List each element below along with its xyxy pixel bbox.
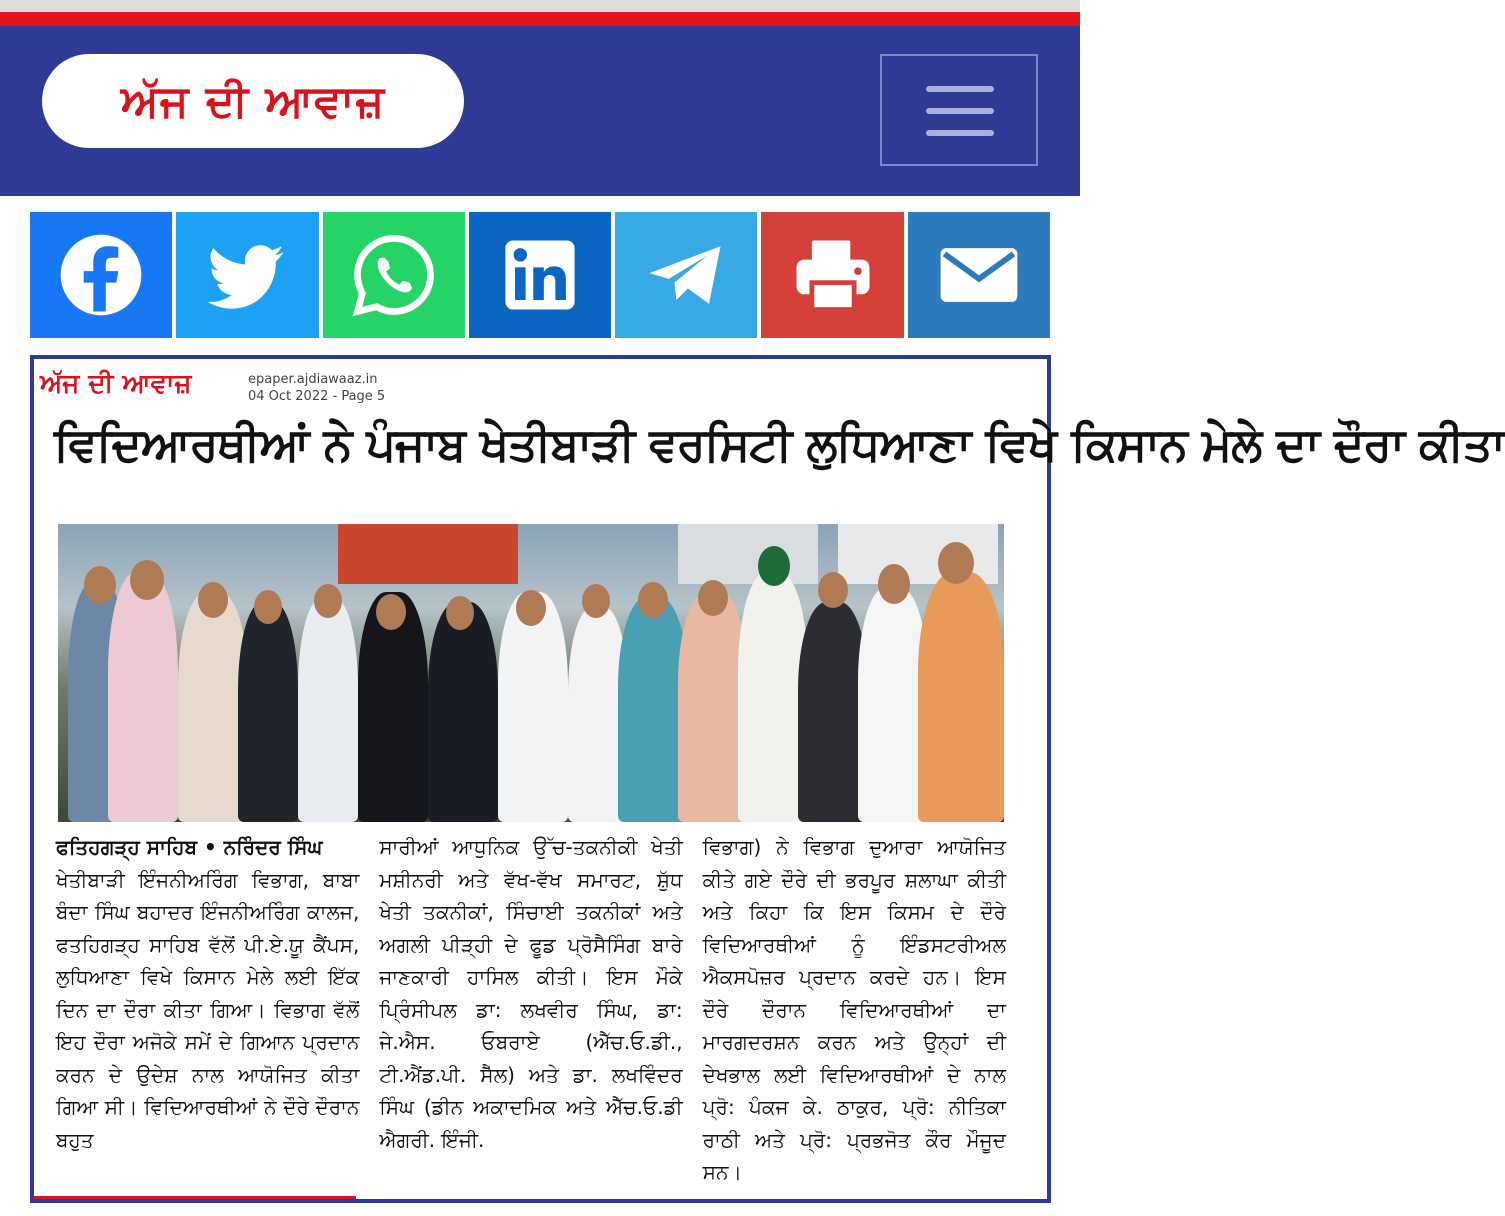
share-facebook-button[interactable] xyxy=(30,212,172,338)
telegram-icon xyxy=(638,227,734,323)
photo-person xyxy=(428,602,498,822)
brand-red-line xyxy=(0,12,1080,26)
clipping-logo xyxy=(40,369,191,400)
photo-person-head xyxy=(376,594,406,630)
hamburger-icon-bar xyxy=(926,108,994,114)
clipping-headline: ਵਿਦਿਆਰਥੀਆਂ ਨੇ ਪੰਜਾਬ ਖੇਤੀਬਾੜੀ ਵਰਸਿਟੀ ਲੁਧਿਆਣਾ ਵਿਖੇ ਕਿਸਾਨ ਮੇਲੇ ਦਾ ਦੌਰਾ ਕੀਤਾ xyxy=(54,417,1505,471)
article-text-col1: ਖੇਤੀਬਾੜੀ ਇੰਜਨੀਅਰਿੰਗ ਵਿਭਾਗ, ਬਾਬਾ ਬੰਦਾ ਸਿੰਘ ਬਹਾਦਰ ਇੰਜਨੀਅਰਿੰਗ ਕਾਲਜ, ਫਤਹਿਗੜ੍ਹ ਸਾਹਿਬ ਵੱਲੋਂ ਪੀ.ਏ.ਯੂ ਕੈਂਪਸ, ਲੁਧਿਆਣਾ ਵਿਖੇ ਕਿਸਾਨ ਮੇਲੇ ਲਈ ਇੱਕ ਦਿਨ ਦਾ ਦੌਰਾ ਕੀਤਾ ਗਿਆ। ਵਿਭਾਗ ਵੱਲੋਂ ਇਹ ਦੌਰਾ ਅਜੋਕੇ ਸਮੇਂ ਦੇ ਗਿਆਨ ਪ੍ਰਦਾਨ ਕਰਨ ਦੇ ਉਦੇਸ਼ ਨਾਲ ਆਯੋਜਿਤ ਕੀਤਾ ਗਿਆ ਸੀ। ਵਿਦਿਆਰਥੀਆਂ ਨੇ ਦੌਰੇ ਦੌਰਾਨ ਬਹੁਤ xyxy=(56,867,360,1152)
photo-tent xyxy=(338,524,518,584)
printer-icon xyxy=(785,227,881,323)
article-column-2 xyxy=(379,831,682,1191)
share-whatsapp-button[interactable] xyxy=(323,212,465,338)
photo-person-head xyxy=(254,590,282,624)
status-strip xyxy=(0,0,1080,12)
linkedin-icon xyxy=(492,227,588,323)
share-email-button[interactable] xyxy=(908,212,1050,338)
mail-icon xyxy=(931,227,1027,323)
photo-person-head xyxy=(446,596,474,630)
share-telegram-button[interactable] xyxy=(615,212,757,338)
site-logo-text: ਅੱਜ ਦੀ ਆਵਾਜ਼ xyxy=(120,75,386,127)
article-text-col3: ਵਿਭਾਗ) ਨੇ ਵਿਭਾਗ ਦੁਆਰਾ ਆਯੋਜਿਤ ਕੀਤੇ ਗਏ ਦੌਰੇ ਦੀ ਭਰਪੂਰ ਸ਼ਲਾਘਾ ਕੀਤੀ ਅਤੇ ਕਿਹਾ ਕਿ ਇਸ ਕਿਸਮ ਦੇ ਦੌਰੇ ਵਿਦਿਆਰਥੀਆਂ ਨੂੰ ਇੰਡਸਟਰੀਅਲ ਐਕਸਪੋਜ਼ਰ ਪ੍ਰਦਾਨ ਕਰਦੇ ਹਨ। ਇਸ ਦੌਰੇ ਦੌਰਾਨ ਵਿਦਿਆਰਥੀਆਂ ਦਾ ਮਾਰਗਦਰਸ਼ਨ ਕਰਨ ਅਤੇ ਉਨ੍ਹਾਂ ਦੀ ਦੇਖਭਾਲ ਲਈ ਵਿਦਿਆਰਥੀਆਂ ਦੇ ਨਾਲ ਪ੍ਰੋ: ਪੰਕਜ ਕੇ. ਠਾਕੁਰ, ਪ੍ਰੋ: ਨੀਤਿਕਾ ਰਾਠੀ ਅਤੇ ਪ੍ਰੋ: ਪ੍ਰਭਜੋਤ ਕੌਰ ਮੌਜੂਦ ਸਨ। xyxy=(702,835,1006,1184)
share-print-button[interactable] xyxy=(761,212,903,338)
photo-person xyxy=(918,572,1004,822)
clipping-source: epaper.ajdiawaaz.in xyxy=(248,372,378,387)
article-column-3 xyxy=(703,831,1006,1191)
article-column-1 xyxy=(56,831,359,1191)
photo-person-head xyxy=(516,590,546,626)
clipping-meta xyxy=(248,371,385,405)
article-byline: ਫਤਿਹਗੜ੍ਹ ਸਾਹਿਬ • ਨਰਿੰਦਰ ਸਿੰਘ xyxy=(56,835,323,859)
photo-person-head xyxy=(84,566,116,604)
group-photo xyxy=(58,524,1004,822)
facebook-icon xyxy=(53,227,149,323)
twitter-icon xyxy=(199,227,295,323)
photo-person-head xyxy=(638,582,668,618)
photo-person-head xyxy=(582,584,610,618)
whatsapp-icon xyxy=(346,227,442,323)
photo-person-head xyxy=(198,582,228,618)
photo-tent xyxy=(678,524,818,584)
article-text-col2: ਸਾਰੀਆਂ ਆਧੁਨਿਕ ਉੱਚ-ਤਕਨੀਕੀ ਖੇਤੀ ਮਸ਼ੀਨਰੀ ਅਤੇ ਵੱਖ-ਵੱਖ ਸਮਾਰਟ, ਸ਼ੁੱਧ ਖੇਤੀ ਤਕਨੀਕਾਂ, ਸਿੰਚਾਈ ਤਕਨੀਕਾਂ ਅਤੇ ਅਗਲੀ ਪੀੜ੍ਹੀ ਦੇ ਫੂਡ ਪ੍ਰੋਸੈਸਿੰਗ ਬਾਰੇ ਜਾਣਕਾਰੀ ਹਾਸਿਲ ਕੀਤੀ। ਇਸ ਮੌਕੇ ਪ੍ਰਿੰਸੀਪਲ ਡਾ: ਲਖਵੀਰ ਸਿੰਘ, ਡਾ: ਜੇ.ਐਸ. ਓਬਰਾਏ (ਐੱਚ.ਓ.ਡੀ., ਟੀ.ਐਂਡ.ਪੀ. ਸੈੱਲ) ਅਤੇ ਡਾ. ਲਖਵਿੰਦਰ ਸਿੰਘ (ਡੀਨ ਅਕਾਦਮਿਕ ਅਤੇ ਐੱਚ.ਓ.ਡੀ ਐਗਰੀ. ਇੰਜੀ. xyxy=(379,835,683,1152)
share-bar xyxy=(30,212,1050,338)
share-twitter-button[interactable] xyxy=(176,212,318,338)
photo-person xyxy=(238,602,298,822)
photo-person-head xyxy=(130,560,164,600)
share-linkedin-button[interactable] xyxy=(469,212,611,338)
photo-person-head xyxy=(938,542,974,584)
menu-button[interactable] xyxy=(880,54,1038,166)
photo-person-head xyxy=(878,564,910,604)
clipping-logo-text: ਅੱਜ ਦੀ ਆਵਾਜ਼ xyxy=(40,369,192,399)
hamburger-icon xyxy=(926,86,994,92)
hamburger-icon-bar xyxy=(926,130,994,136)
photo-person-head xyxy=(314,584,342,618)
newspaper-clipping xyxy=(30,355,1505,1203)
article-body xyxy=(56,831,1006,1191)
photo-person xyxy=(498,592,568,822)
photo-person-turban xyxy=(758,546,790,586)
clipping-date-page: 04 Oct 2022 - Page 5 xyxy=(248,389,386,404)
photo-person xyxy=(298,597,358,822)
photo-person-head xyxy=(818,572,848,608)
clipping-bottom-rule xyxy=(34,1196,356,1199)
site-logo[interactable] xyxy=(42,54,464,148)
photo-person-head xyxy=(698,580,728,616)
photo-person xyxy=(108,572,178,822)
